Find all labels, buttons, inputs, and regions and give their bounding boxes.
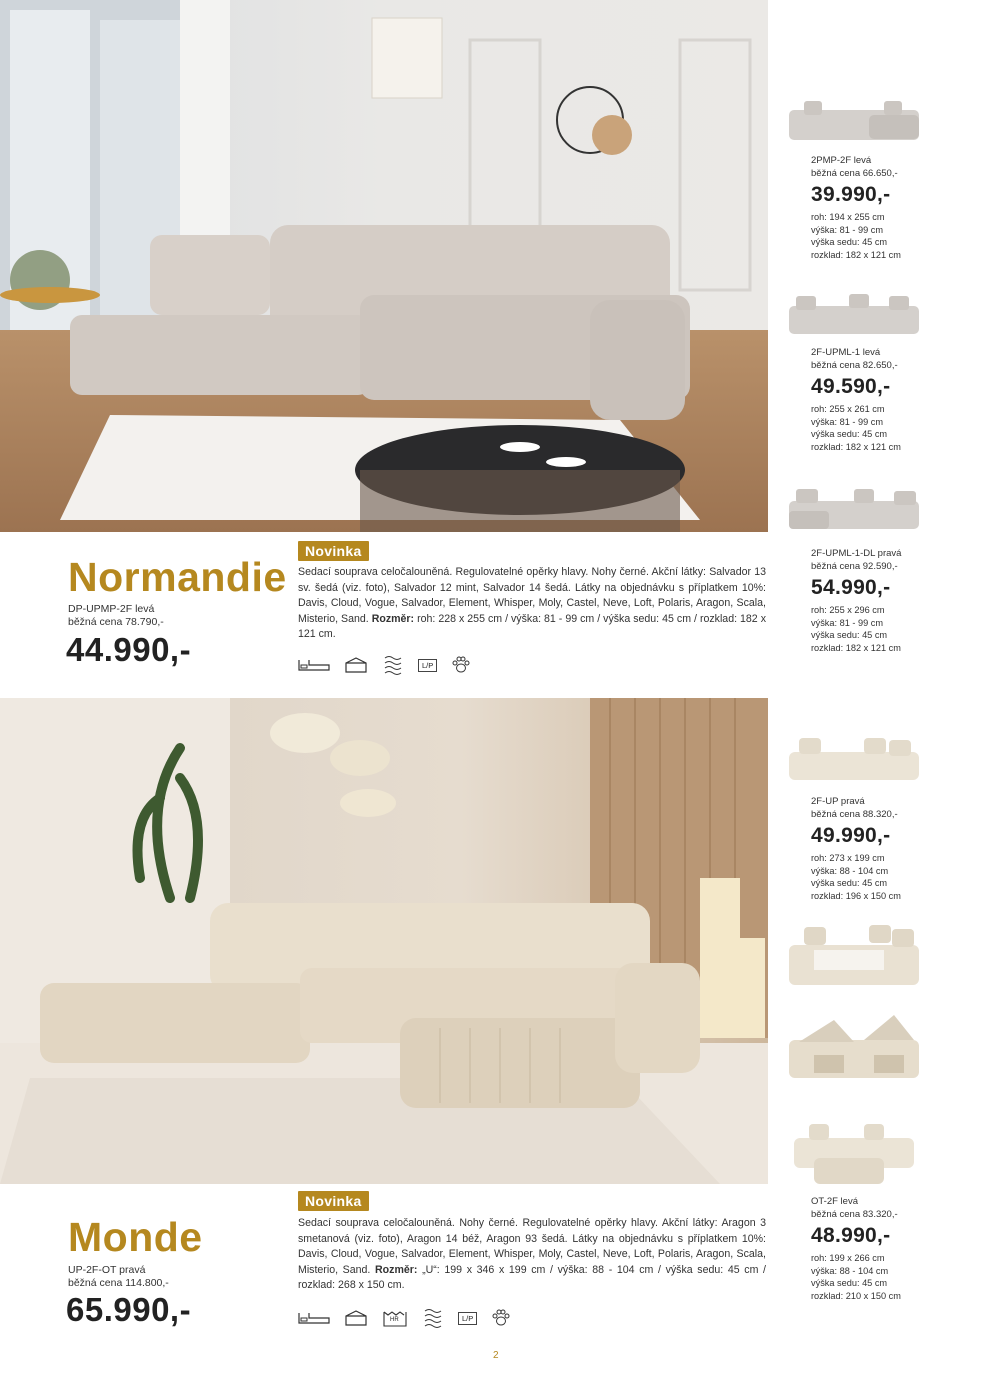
regular-price: běžná cena 114.800,- — [68, 1277, 169, 1289]
variant-dimension: rozklad: 196 x 150 cm — [811, 890, 901, 901]
variant-dimension: rozklad: 182 x 121 cm — [811, 249, 901, 260]
description-text: Sedací souprava celočalouněná. Nohy černé. Regulovatelné opěrky hlavy. Akční látky: Aragon 3 smetanová (viz. foto), Aragon 14 béž, Aragon 93 šedá. Látky na objednávku s příplatkem 10%: Davis, Cloud, Vogue, Salvador, Element, Whisper, Moly, Castel, Neve, Loft, Polaris, Aragon, Scala, Misterio, Sand. — [298, 1217, 766, 1276]
spring-icon — [422, 1307, 444, 1329]
variant-model: 2F-UPML-1-DL pravá — [811, 548, 902, 559]
variant-price: 39.990,- — [811, 183, 891, 207]
variant-model: 2PMP-2F levá — [811, 155, 872, 166]
variant-price: 49.590,- — [811, 375, 891, 399]
variant-regular-price: běžná cena 66.650,- — [811, 167, 898, 179]
variant-dimension: rozklad: 182 x 121 cm — [811, 642, 901, 653]
sleeping-function-icon — [298, 1309, 330, 1327]
product-description — [298, 565, 766, 643]
new-badge: Novinka — [298, 541, 369, 561]
variant-price: 49.990,- — [811, 824, 891, 848]
product-description — [298, 1216, 766, 1294]
page-number: 2 — [493, 1350, 499, 1361]
size-label: Rozměr: — [371, 612, 415, 625]
normandie-hero-photo — [0, 0, 768, 532]
variant-price: 48.990,- — [811, 1224, 891, 1248]
variant-thumbnail — [784, 1000, 924, 1088]
variant-thumbnail — [784, 915, 924, 993]
variant-price: 54.990,- — [811, 576, 891, 600]
variant-dimension: výška: 88 - 104 cm — [811, 865, 889, 876]
hr-label: HR — [390, 1317, 399, 1323]
variant-dimension: roh: 199 x 266 cm — [811, 1253, 885, 1264]
variant-regular-price: běžná cena 82.650,- — [811, 359, 898, 371]
variant-dimension: výška sedu: 45 cm — [811, 1278, 888, 1289]
storage-box-icon — [344, 1308, 368, 1328]
variant-dimension: výška sedu: 45 cm — [811, 878, 888, 889]
variant-dimension: výška sedu: 45 cm — [811, 237, 888, 248]
variant-dimension: roh: 255 x 261 cm — [811, 404, 885, 415]
pet-friendly-icon — [451, 656, 471, 674]
storage-box-icon — [344, 655, 368, 675]
description-text: Sedací souprava celočalouněná. Regulovatelné opěrky hlavy. Nohy černé. Akční látky: Salvador 13 sv. šedá (viz. foto), Salvador 12 mint, Salvador 14 šedá. Látky na objednávku s příplatkem 10%: Davis, Cloud, Vogue, Salvador, Element, Whisper, Moly, Castel, Neve, Loft, Polaris, Aragon, Scala, Misterio, Sand. — [298, 566, 766, 625]
variant-info — [811, 155, 986, 262]
variant-dimension: roh: 194 x 255 cm — [811, 212, 885, 223]
variant-regular-price: běžná cena 88.320,- — [811, 808, 898, 820]
size-text: „U“: 199 x 346 x 199 cm / výška: 88 - 104 cm / výška sedu: 45 cm / rozklad: 268 x 150 cm. — [298, 1263, 767, 1292]
variant-info — [811, 1196, 986, 1303]
variant-model: 2F-UPML-1 levá — [811, 347, 881, 358]
height-adjust-icon — [382, 1308, 408, 1328]
new-badge: Novinka — [298, 1191, 369, 1211]
size-text: roh: 228 x 255 cm / výška: 81 - 99 cm / výška sedu: 45 cm / rozklad: 182 x 121 cm. — [298, 612, 766, 641]
regular-price: běžná cena 78.790,- — [68, 616, 164, 628]
variant-thumbnail — [784, 483, 924, 535]
variant-dimension: výška: 81 - 99 cm — [811, 416, 883, 427]
left-right-option-icon: L/P — [458, 1312, 477, 1325]
variant-thumbnail — [784, 95, 924, 147]
variant-regular-price: běžná cena 83.320,- — [811, 1208, 898, 1220]
variant-model: OT-2F levá — [811, 1196, 858, 1207]
product-model: DP-UPMP-2F levá — [68, 603, 155, 615]
variant-dimension: roh: 273 x 199 cm — [811, 853, 885, 864]
feature-icons — [298, 1307, 511, 1329]
sale-price: 44.990,- — [66, 631, 192, 668]
variant-info — [811, 796, 986, 903]
variant-thumbnail — [784, 1118, 924, 1188]
variant-info — [811, 548, 986, 655]
product-title: Normandie — [68, 554, 287, 600]
sleeping-function-icon — [298, 656, 330, 674]
variant-dimension: výška: 88 - 104 cm — [811, 1265, 889, 1276]
variant-dimension: výška sedu: 45 cm — [811, 429, 888, 440]
variant-dimension: roh: 255 x 296 cm — [811, 605, 885, 616]
left-right-option-icon: L/P — [418, 659, 437, 672]
variant-info — [811, 347, 986, 454]
variant-dimension: výška: 81 - 99 cm — [811, 224, 883, 235]
variant-dimension: rozklad: 210 x 150 cm — [811, 1290, 901, 1301]
variant-model: 2F-UP pravá — [811, 796, 865, 807]
spring-icon — [382, 654, 404, 676]
product-title: Monde — [68, 1214, 203, 1260]
variant-dimension: výška: 81 - 99 cm — [811, 617, 883, 628]
variant-dimension: výška sedu: 45 cm — [811, 630, 888, 641]
variant-thumbnail — [784, 730, 924, 786]
size-label: Rozměr: — [375, 1263, 418, 1276]
variant-thumbnail — [784, 288, 924, 340]
sale-price: 65.990,- — [66, 1291, 192, 1328]
feature-icons — [298, 654, 471, 676]
product-model: UP-2F-OT pravá — [68, 1264, 146, 1276]
monde-hero-photo — [0, 698, 768, 1184]
product-model-block — [68, 603, 164, 629]
variant-regular-price: běžná cena 92.590,- — [811, 560, 898, 572]
pet-friendly-icon — [491, 1309, 511, 1327]
variant-dimension: rozklad: 182 x 121 cm — [811, 441, 901, 452]
product-model-block — [68, 1264, 169, 1290]
